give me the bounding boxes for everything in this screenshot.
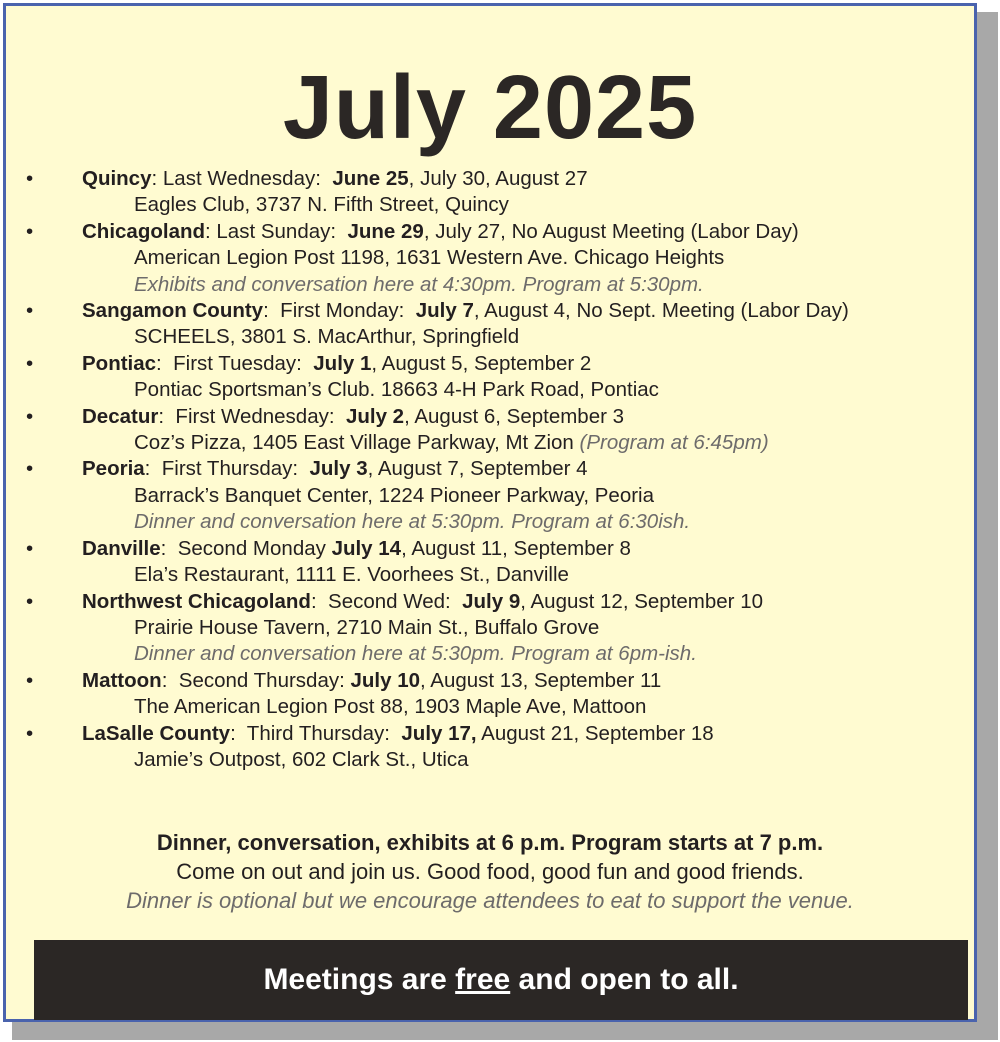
meeting-list (6, 166, 974, 773)
banner-emphasis: free (455, 963, 511, 996)
footer-dinner-note: Dinner is optional but we encourage attendees to eat to support the venue. (126, 888, 854, 913)
meeting-location-name: Danville (82, 536, 161, 560)
meeting-schedule: : First Wednesday: (158, 404, 346, 428)
future-meeting-dates: , August 5, September 2 (371, 351, 592, 375)
meeting-schedule: : First Tuesday: (156, 351, 314, 375)
bullet-icon: • (26, 668, 34, 692)
banner-text-after: and open to all. (510, 963, 739, 996)
next-meeting-date: July 17, (401, 721, 477, 745)
meeting-schedule: : Third Thursday: (230, 721, 402, 745)
meeting-location-name: LaSalle County (82, 721, 231, 745)
meeting-entry (6, 404, 974, 457)
next-meeting-date: June 25 (332, 167, 409, 190)
bullet-icon: • (26, 457, 34, 481)
future-meeting-dates: August 21, September 18 (476, 721, 714, 745)
future-meeting-dates: , August 13, September 11 (420, 668, 662, 692)
meeting-venue-row (6, 324, 974, 350)
meeting-location-name: Decatur (82, 404, 159, 428)
bullet-icon: • (26, 167, 34, 190)
meeting-schedule: : Second Wed: (310, 589, 463, 613)
meeting-schedule: : Last Wednesday: (151, 167, 333, 190)
meeting-venue: American Legion Post 1198, 1631 Western Ave. Chicago Heights (134, 246, 725, 270)
future-meeting-dates: , August 4, No Sept. Meeting (Labor Day) (473, 299, 849, 323)
next-meeting-date: July 14 (331, 536, 402, 560)
banner-text-before: Meetings are (263, 963, 456, 996)
next-meeting-date: July 3 (309, 457, 368, 481)
bullet-icon: • (26, 589, 34, 613)
future-meeting-dates: , August 12, September 10 (520, 589, 763, 613)
footer (6, 828, 974, 915)
meeting-schedule: : First Monday: (263, 299, 416, 323)
meeting-schedule-row (6, 721, 974, 747)
meeting-schedule-row (6, 166, 974, 192)
meeting-venue-row (6, 483, 974, 509)
meeting-venue: Ela’s Restaurant, 1111 E. Voorhees St., Danville (134, 563, 569, 587)
next-meeting-date: July 10 (350, 668, 421, 692)
meeting-schedule-row (6, 589, 974, 615)
meeting-entry (6, 589, 974, 668)
page-title: July 2025 (282, 58, 698, 158)
meeting-schedule-row (6, 404, 974, 430)
meeting-venue: SCHEELS, 3801 S. MacArthur, Springfield (134, 325, 520, 349)
meeting-venue-row (6, 615, 974, 641)
meeting-venue: Coz’s Pizza, 1405 East Village Parkway, Mt Zion (134, 431, 580, 455)
meeting-location-name: Sangamon County (82, 299, 264, 323)
bullet-icon: • (26, 299, 34, 323)
meeting-schedule-row (6, 351, 974, 377)
meeting-venue-row (6, 377, 974, 403)
meeting-schedule-row (6, 298, 974, 324)
meeting-schedule: : Second Monday (160, 536, 332, 560)
future-meeting-dates: , August 7, September 4 (367, 457, 588, 481)
meeting-note: Exhibits and conversation here at 4:30pm. Program at 5:30pm. (134, 272, 704, 296)
meeting-location-name: Quincy (82, 167, 152, 190)
future-meeting-dates: , August 6, September 3 (404, 404, 625, 428)
meeting-venue-row (6, 245, 974, 271)
meeting-entry (6, 668, 974, 721)
meeting-location-name: Chicagoland (82, 219, 206, 243)
future-meeting-dates: , July 27, No August Meeting (Labor Day) (423, 219, 799, 243)
meeting-schedule-row (6, 456, 974, 482)
meeting-note: Dinner and conversation here at 5:30pm. Program at 6pm-ish. (134, 642, 697, 666)
meeting-schedule-row (6, 219, 974, 245)
bullet-icon: • (26, 351, 34, 375)
footer-schedule-line: Dinner, conversation, exhibits at 6 p.m. Program starts at 7 p.m. (156, 830, 824, 855)
next-meeting-date: July 7 (415, 299, 474, 323)
meeting-venue: The American Legion Post 88, 1903 Maple Ave, Mattoon (134, 695, 647, 719)
meeting-venue-row (6, 430, 974, 456)
meeting-entry (6, 721, 974, 774)
bullet-icon: • (26, 404, 34, 428)
meeting-entry (6, 456, 974, 535)
meeting-schedule: : Last Sunday: (205, 219, 348, 243)
next-meeting-date: July 2 (345, 404, 405, 428)
meeting-note: Dinner and conversation here at 5:30pm. Program at 6:30ish. (134, 510, 691, 534)
meeting-location-name: Northwest Chicagoland (82, 589, 311, 613)
meeting-venue-row (6, 694, 974, 720)
meeting-venue: Pontiac Sportsman’s Club. 18663 4-H Park Road, Pontiac (134, 378, 659, 402)
bullet-icon: • (26, 536, 34, 560)
future-meeting-dates: , July 30, August 27 (408, 167, 588, 190)
meeting-location-name: Pontiac (82, 351, 157, 375)
meeting-entry (6, 351, 974, 404)
meeting-venue: Barrack’s Banquet Center, 1224 Pioneer Parkway, Peoria (134, 483, 655, 507)
meeting-schedule: : First Thursday: (144, 457, 310, 481)
meeting-location-name: Mattoon (82, 668, 162, 692)
meeting-entry (6, 166, 974, 219)
meeting-location-name: Peoria (82, 457, 145, 481)
meeting-entry (6, 219, 974, 298)
meeting-schedule-row (6, 536, 974, 562)
meeting-venue-row (6, 747, 974, 773)
meeting-schedule: : Second Thursday: (161, 668, 351, 692)
future-meeting-dates: , August 11, September 8 (401, 536, 631, 560)
next-meeting-date: July 1 (313, 351, 372, 375)
meeting-entry (6, 536, 974, 589)
bullet-icon: • (26, 219, 34, 243)
meeting-schedule-row (6, 668, 974, 694)
flyer-panel (3, 3, 977, 1022)
next-meeting-date: July 9 (462, 589, 521, 613)
next-meeting-date: June 29 (347, 219, 424, 243)
bullet-icon: • (26, 721, 34, 745)
free-meetings-banner (34, 940, 968, 1020)
meeting-entry (6, 298, 974, 351)
meeting-venue: Jamie’s Outpost, 602 Clark St., Utica (134, 747, 469, 771)
meeting-venue: Prairie House Tavern, 2710 Main St., Buffalo Grove (134, 615, 600, 639)
meeting-venue-row (6, 562, 974, 588)
meeting-venue-note: (Program at 6:45pm) (579, 431, 769, 455)
meeting-venue: Eagles Club, 3737 N. Fifth Street, Quincy (134, 193, 509, 217)
footer-invite-line: Come on out and join us. Good food, good fun and good friends. (176, 859, 804, 884)
meeting-venue-row (6, 192, 974, 218)
